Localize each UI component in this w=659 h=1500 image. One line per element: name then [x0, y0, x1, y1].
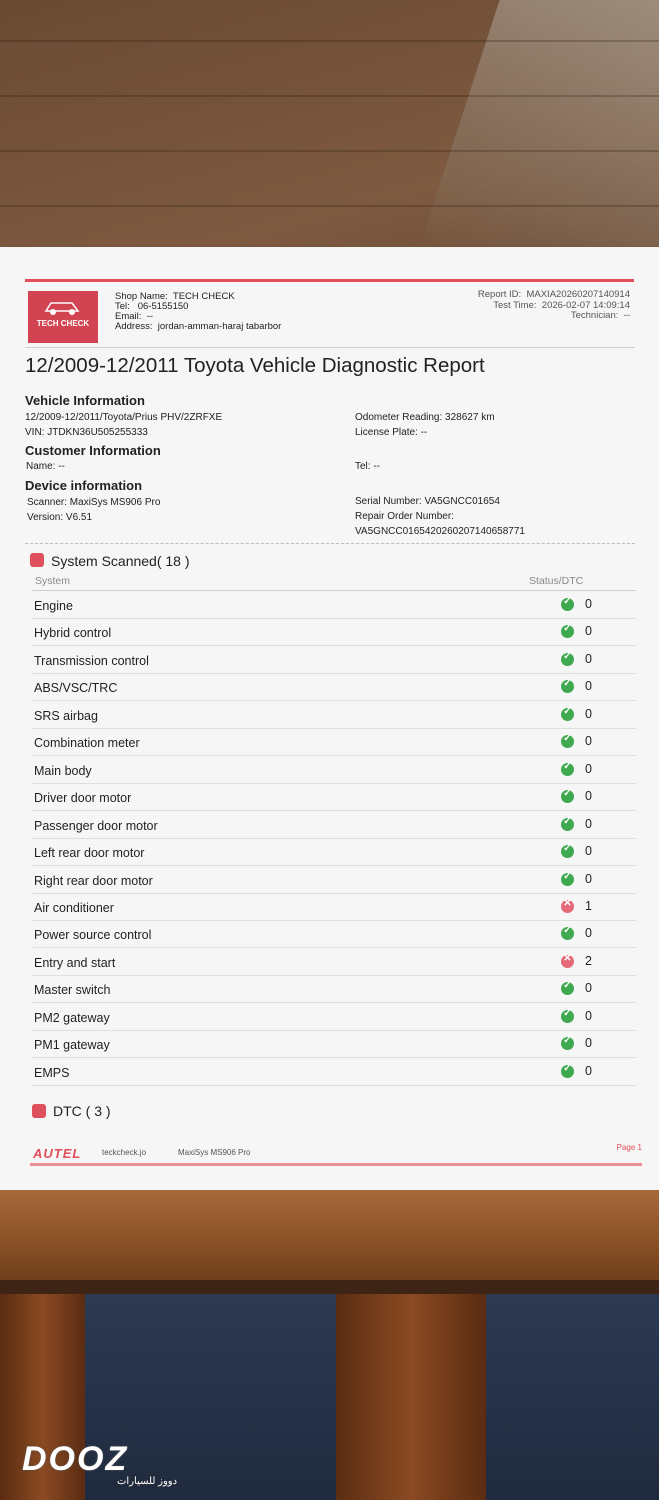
dtc-count: 0	[585, 1008, 592, 1023]
system-name: PM2 gateway	[34, 1010, 110, 1025]
footer-site: teckcheck.jo	[102, 1148, 147, 1157]
wooden-shelf	[0, 1190, 659, 1280]
customer-tel: Tel: --	[355, 461, 380, 472]
dtc-count: 0	[585, 761, 592, 776]
customer-name: Name: --	[26, 461, 65, 472]
header-accent-bar	[25, 279, 634, 282]
checkmark-glyph: ✓	[563, 705, 572, 717]
system-name: Right rear door motor	[34, 873, 153, 888]
technician: --	[623, 310, 630, 321]
report-id-label: Report ID:	[477, 289, 522, 300]
col-status-header: Status/DTC	[529, 575, 584, 587]
system-name: Left rear door motor	[34, 846, 145, 861]
dtc-count: 0	[585, 1063, 592, 1078]
chair-leg	[336, 1294, 486, 1500]
dtc-count: 0	[585, 624, 592, 639]
checkmark-glyph: ✓	[563, 843, 572, 855]
checkmark-glyph: ✓	[563, 1035, 572, 1047]
dtc-count: 0	[585, 1036, 592, 1051]
vehicle-vin: VIN: JTDKN36U505255333	[25, 427, 148, 438]
checkmark-glyph: ✓	[563, 870, 572, 882]
device-heading: Device information	[25, 478, 143, 493]
scan-icon	[30, 553, 44, 567]
dtc-count: 0	[585, 706, 592, 721]
wood-grain	[0, 205, 659, 207]
table-row	[32, 618, 636, 646]
dtc-count: 0	[585, 679, 592, 694]
shop-name-label: Shop Name:	[115, 291, 168, 302]
system-name: PM1 gateway	[34, 1038, 110, 1053]
dtc-count: 0	[585, 844, 592, 859]
table-row	[32, 1003, 636, 1031]
footer-device: MaxiSys MS906 Pro	[178, 1148, 251, 1157]
checkmark-glyph: ✓	[563, 623, 572, 635]
check-icon	[561, 982, 574, 995]
light-glare	[418, 0, 659, 250]
check-icon	[561, 870, 574, 886]
shop-name: TECH CHECK	[172, 291, 235, 302]
col-system-header: System	[35, 575, 71, 587]
checkmark-glyph: ✓	[563, 1062, 572, 1074]
check-icon	[561, 927, 574, 940]
check-icon	[561, 845, 574, 858]
test-time-label: Test Time:	[493, 299, 537, 311]
report-id: MAXIA20260207140914	[526, 289, 630, 300]
dtc-title: DTC ( 3 )	[53, 1103, 111, 1119]
check-icon	[561, 1037, 574, 1050]
page-number: Page 1	[616, 1143, 642, 1152]
shop-email: --	[146, 311, 154, 322]
test-time: 2026-02-07 14:09:14	[541, 299, 630, 311]
license-plate: License Plate: --	[355, 427, 428, 438]
system-name: Driver door motor	[34, 791, 132, 806]
watermark-logo: DOOZ	[22, 1440, 129, 1478]
dtc-icon	[32, 1104, 46, 1118]
dtc-count: 0	[585, 597, 592, 611]
shop-email-label: Email:	[115, 311, 142, 322]
dtc-count: 0	[585, 871, 592, 886]
watermark-subtitle: دووز للسيارات	[117, 1476, 178, 1487]
checkmark-glyph: ✓	[563, 1007, 572, 1019]
system-name: Transmission control	[34, 653, 149, 668]
cross-glyph: ✕	[563, 897, 572, 909]
system-name: Combination meter	[34, 736, 140, 751]
checkmark-glyph: ✓	[563, 815, 572, 827]
checkmark-glyph: ✓	[563, 788, 572, 800]
check-icon	[561, 735, 574, 748]
header-divider	[25, 347, 635, 348]
check-icon	[561, 790, 574, 803]
checkmark-glyph: ✓	[563, 650, 572, 662]
cross-glyph: ✕	[563, 952, 572, 964]
checkmark-glyph: ✓	[563, 596, 572, 607]
dooz-watermark	[22, 1440, 192, 1496]
odometer: Odometer Reading: 328627 km	[355, 412, 495, 423]
shop-address: jordan-amman-haraj tabarbor	[157, 321, 282, 332]
checkmark-glyph: ✓	[563, 980, 572, 992]
check-icon	[561, 1062, 574, 1078]
table-row	[32, 948, 636, 976]
scanner: Scanner: MaxiSys MS906 Pro	[27, 497, 161, 508]
system-name: Engine	[34, 599, 73, 613]
vehicle-heading: Vehicle Information	[25, 393, 145, 408]
shop-tel-label: Tel:	[115, 301, 130, 312]
customer-heading: Customer Information	[25, 443, 161, 458]
table-row	[32, 591, 636, 619]
check-icon	[561, 705, 574, 721]
table-row	[32, 975, 636, 1003]
table-row	[32, 728, 636, 756]
dtc-count: 1	[585, 898, 592, 913]
report-info	[478, 290, 630, 322]
checkmark-glyph: ✓	[563, 733, 572, 745]
system-scanned-title: System Scanned( 18 )	[51, 553, 190, 569]
dtc-count: 0	[585, 816, 592, 831]
section-divider	[25, 543, 635, 544]
dtc-count: 0	[585, 789, 592, 804]
checkmark-glyph: ✓	[563, 678, 572, 690]
dtc-count: 0	[585, 981, 592, 996]
table-row	[32, 783, 636, 811]
wood-grain	[0, 40, 659, 42]
system-name: EMPS	[34, 1065, 70, 1080]
vehicle-model: 12/2009-12/2011/Toyota/Prius PHV/2ZRFXE	[25, 412, 223, 423]
shop-tel: 06-5155150	[137, 301, 189, 312]
system-name: Master switch	[34, 983, 111, 998]
table-row	[32, 811, 636, 839]
check-icon	[561, 760, 574, 776]
logo-text: TECH CHECK	[36, 319, 90, 328]
jeans-right	[486, 1294, 659, 1500]
version: Version: V6.51	[27, 512, 93, 523]
system-name: SRS airbag	[34, 708, 98, 723]
fault-icon	[561, 897, 574, 913]
autel-logo: AUTEL	[33, 1146, 82, 1161]
table-row	[32, 920, 636, 948]
shelf-edge	[0, 1280, 659, 1294]
fault-icon	[561, 952, 574, 968]
repair-order-label: Repair Order Number:	[355, 511, 454, 522]
system-name: Entry and start	[34, 955, 116, 970]
table-row	[32, 646, 636, 674]
check-icon	[561, 625, 574, 638]
table-row	[32, 673, 636, 701]
check-icon	[561, 680, 574, 693]
serial-number: Serial Number: VA5GNCC01654	[355, 496, 500, 507]
car-icon	[42, 297, 84, 317]
check-icon	[561, 815, 574, 831]
report-title: 12/2009-12/2011 Toyota Vehicle Diagnostic Report	[25, 354, 485, 377]
table-row	[32, 756, 636, 784]
table-row	[32, 1030, 636, 1058]
technician-label: Technician:	[570, 310, 619, 321]
system-name: Power source control	[34, 928, 152, 943]
system-name: Passenger door motor	[34, 818, 158, 833]
shop-logo	[28, 291, 98, 343]
checkmark-glyph: ✓	[563, 925, 572, 937]
system-name: ABS/VSC/TRC	[34, 681, 118, 696]
dtc-count: 0	[585, 651, 592, 666]
system-name: Air conditioner	[34, 900, 114, 915]
dtc-count: 0	[585, 734, 592, 749]
wood-grain	[0, 150, 659, 152]
shop-address-label: Address:	[115, 321, 153, 332]
wood-grain	[0, 95, 659, 97]
shop-info	[115, 292, 281, 332]
dtc-count: 0	[585, 926, 592, 941]
table-row	[32, 1058, 636, 1086]
repair-order-number: VA5GNCC0165420260207140658771	[355, 526, 525, 537]
check-icon	[561, 650, 574, 666]
table-row	[32, 893, 636, 921]
table-row	[32, 701, 636, 729]
system-name: Hybrid control	[34, 626, 112, 641]
system-name: Main body	[34, 763, 92, 778]
dtc-count: 2	[585, 953, 592, 968]
check-icon	[561, 1007, 574, 1023]
footer-accent-bar	[30, 1163, 642, 1166]
table-row	[32, 838, 636, 866]
check-icon	[561, 598, 574, 611]
table-row	[32, 866, 636, 894]
checkmark-glyph: ✓	[563, 760, 572, 772]
